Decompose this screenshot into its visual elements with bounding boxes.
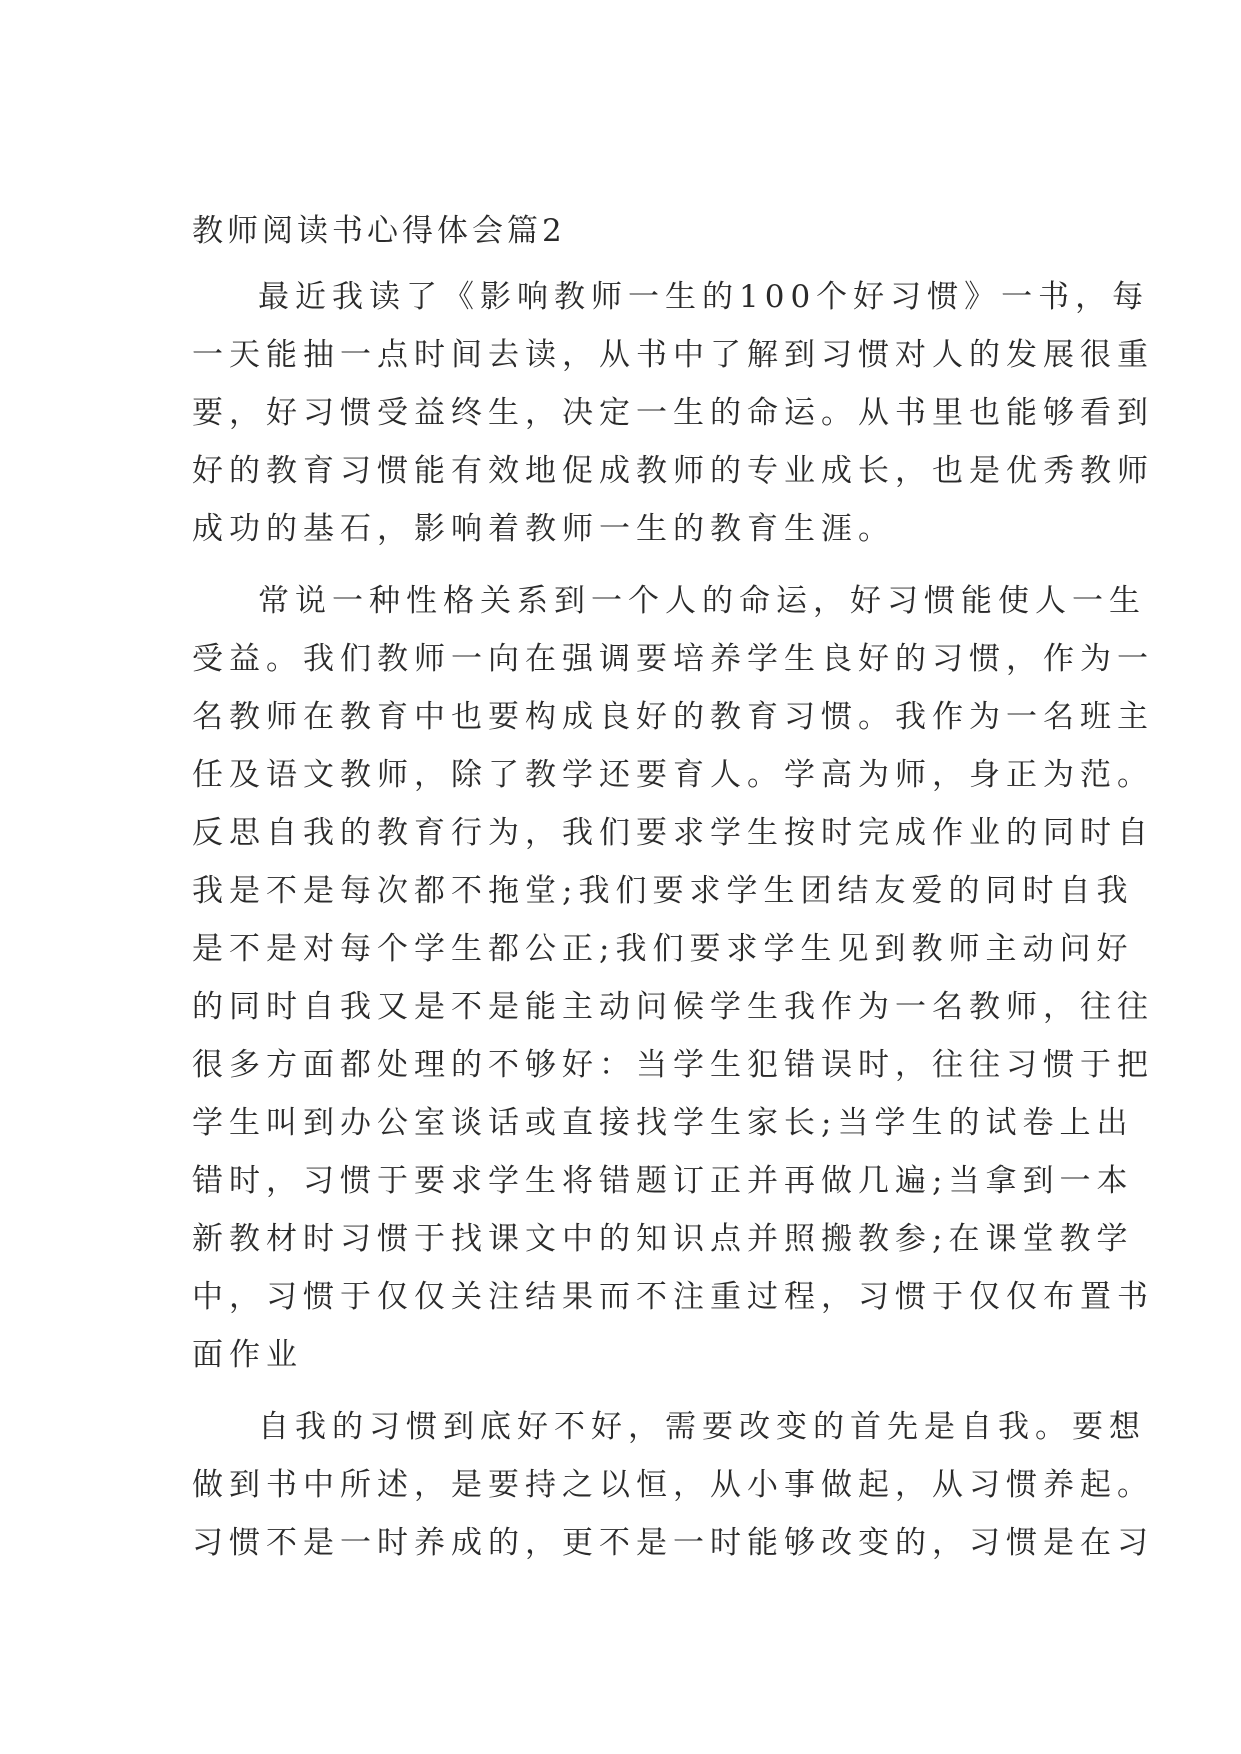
paragraph-2 bbox=[192, 572, 1154, 1384]
text-line: 学生叫到办公室谈话或直接找学生家长;当学生的试卷上出 bbox=[192, 1105, 1134, 1141]
text-line: 好的教育习惯能有效地促成教师的专业成长，也是优秀教师 bbox=[192, 453, 1154, 489]
text-line: 做到书中所述，是要持之以恒，从小事做起，从习惯养起。 bbox=[192, 1467, 1154, 1503]
text-line: 习惯不是一时养成的，更不是一时能够改变的，习惯是在习 bbox=[192, 1525, 1154, 1561]
paragraph-3 bbox=[192, 1398, 1154, 1572]
text-line: 名教师在教育中也要构成良好的教育习惯。我作为一名班主 bbox=[192, 699, 1154, 735]
text-line: 常说一种性格关系到一个人的命运，好习惯能使人一生 bbox=[258, 583, 1146, 619]
text-line: 任及语文教师，除了教学还要育人。学高为师，身正为范。 bbox=[192, 757, 1154, 793]
text-line: 错时，习惯于要求学生将错题订正并再做几遍;当拿到一本 bbox=[192, 1163, 1134, 1199]
text-line: 很多方面都处理的不够好：当学生犯错误时，往往习惯于把 bbox=[192, 1047, 1154, 1083]
document-body bbox=[192, 200, 1154, 1572]
text-line: 是不是对每个学生都公正;我们要求学生见到教师主动问好 bbox=[192, 931, 1134, 967]
text-line: 成功的基石，影响着教师一生的教育生涯。 bbox=[192, 511, 895, 547]
paragraph-1 bbox=[192, 268, 1154, 558]
text-line: 我是不是每次都不拖堂;我们要求学生团结友爱的同时自我 bbox=[192, 873, 1134, 909]
text-line: 一天能抽一点时间去读，从书中了解到习惯对人的发展很重 bbox=[192, 337, 1154, 373]
text-line: 中，习惯于仅仅关注结果而不注重过程，习惯于仅仅布置书 bbox=[192, 1279, 1154, 1315]
text-line: 新教材时习惯于找课文中的知识点并照搬教参;在课堂教学 bbox=[192, 1221, 1134, 1257]
text-line: 反思自我的教育行为，我们要求学生按时完成作业的同时自 bbox=[192, 815, 1154, 851]
text-line: 要，好习惯受益终生，决定一生的命运。从书里也能够看到 bbox=[192, 395, 1154, 431]
text-line: 最近我读了《影响教师一生的100个好习惯》一书，每 bbox=[258, 279, 1150, 315]
document-title: 教师阅读书心得体会篇2 bbox=[192, 213, 566, 249]
text-line: 的同时自我又是不是能主动问候学生我作为一名教师，往往 bbox=[192, 989, 1154, 1025]
text-line: 面作业 bbox=[192, 1337, 303, 1373]
text-line: 受益。我们教师一向在强调要培养学生良好的习惯，作为一 bbox=[192, 641, 1154, 677]
text-line: 自我的习惯到底好不好，需要改变的首先是自我。要想 bbox=[258, 1409, 1146, 1445]
